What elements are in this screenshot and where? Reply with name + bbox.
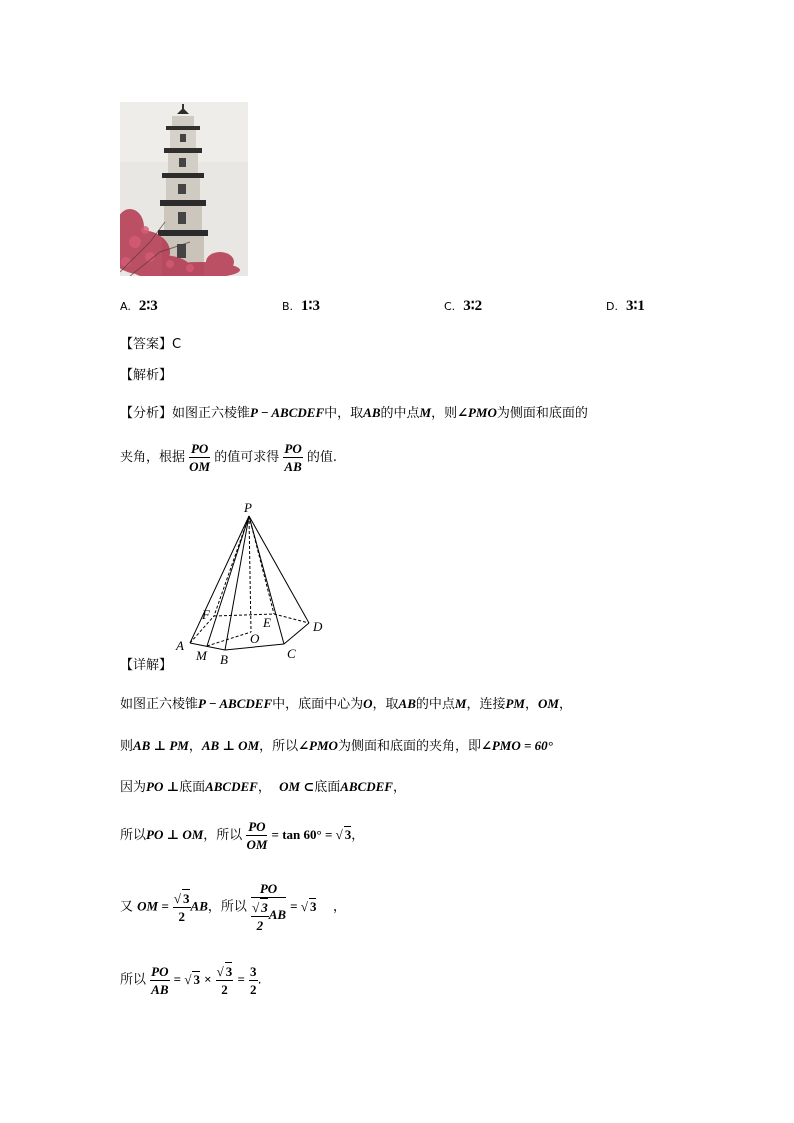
label-o: O xyxy=(250,631,260,646)
label-e: E xyxy=(263,615,271,630)
detail-heading: 【详解】 xyxy=(120,658,173,673)
pyramid-diagram xyxy=(172,498,342,668)
detail-line-6: 所以 $\frac{PO}{AB}$ = √ 3 × $\frac{√ 3}{2}$ = $\frac{3}{2}$ . xyxy=(120,963,262,997)
option-a: A. 2∶3 xyxy=(120,298,158,314)
label-a: A xyxy=(176,638,184,653)
label-c: C xyxy=(287,646,296,661)
fraction-po-sqrt3ab: PO $\frac{√ 3}{2}$ AB xyxy=(252,881,287,933)
option-b-value: 1∶3 xyxy=(301,298,320,314)
detail-line-4: 所以PO ⊥ OM，所以 $\frac{PO}{OM}$ = tan 60° = √ 3， xyxy=(120,819,365,852)
fraction-po-ab-2: $\frac{PO}{AB}$ xyxy=(151,963,169,997)
fraction-po-ab: $\frac{PO}{AB}$ xyxy=(284,441,302,474)
label-f: F xyxy=(202,607,210,622)
pagoda-photo xyxy=(120,102,248,276)
option-c-value: 3∶2 xyxy=(463,298,483,314)
fenxi-line-1: 【分析】如图正六棱锥P − ABCDEF中，取AB的中点M，则∠PMO为侧面和底面的 xyxy=(120,405,588,421)
detail-line-1: 如图正六棱锥P − ABCDEF中，底面中心为O，取AB的中点M，连接PM，OM， xyxy=(120,696,572,712)
option-d: D. 3∶1 xyxy=(606,298,645,314)
label-p: P xyxy=(244,500,252,515)
label-b: B xyxy=(220,652,228,667)
option-c: C. 3∶2 xyxy=(444,298,483,314)
detail-line-5: 又 OM = $\frac{√ 3}{2}$ AB，所以 PO $\frac{√ 3}{2}$ AB = √ 3 ， xyxy=(120,881,347,933)
option-a-value: 2∶3 xyxy=(138,298,158,314)
fraction-sqrt3-2: $\frac{√ 3}{2}$ xyxy=(173,891,190,924)
option-d-value: 3∶1 xyxy=(625,298,645,314)
option-b: B. 1∶3 xyxy=(282,298,320,314)
label-m: M xyxy=(196,648,207,663)
fraction-3-2: $\frac{3}{2}$ xyxy=(250,963,257,997)
fraction-po-om: $\frac{PO}{OM}$ xyxy=(189,441,211,474)
label-d: D xyxy=(313,619,323,634)
answer-line: 【答案】C xyxy=(120,337,182,352)
analysis-heading: 【解析】 xyxy=(120,368,173,383)
fraction-sqrt3-2-b: $\frac{√ 3}{2}$ xyxy=(216,964,233,997)
detail-line-2: 则AB ⊥ PM，AB ⊥ OM，所以∠PMO为侧面和底面的夹角，即∠PMO = 60° xyxy=(120,738,553,754)
detail-line-3: 因为PO ⊥底面ABCDEF， OM ⊂底面ABCDEF， xyxy=(120,779,406,795)
fraction-po-om-2: $\frac{PO}{OM}$ xyxy=(246,819,268,852)
answer-value: C xyxy=(172,337,182,352)
fenxi-line-2: 夹角，根据 $\frac{PO}{OM}$ 的值可求得 $\frac{PO}{AB}$ 的值. xyxy=(120,441,338,474)
